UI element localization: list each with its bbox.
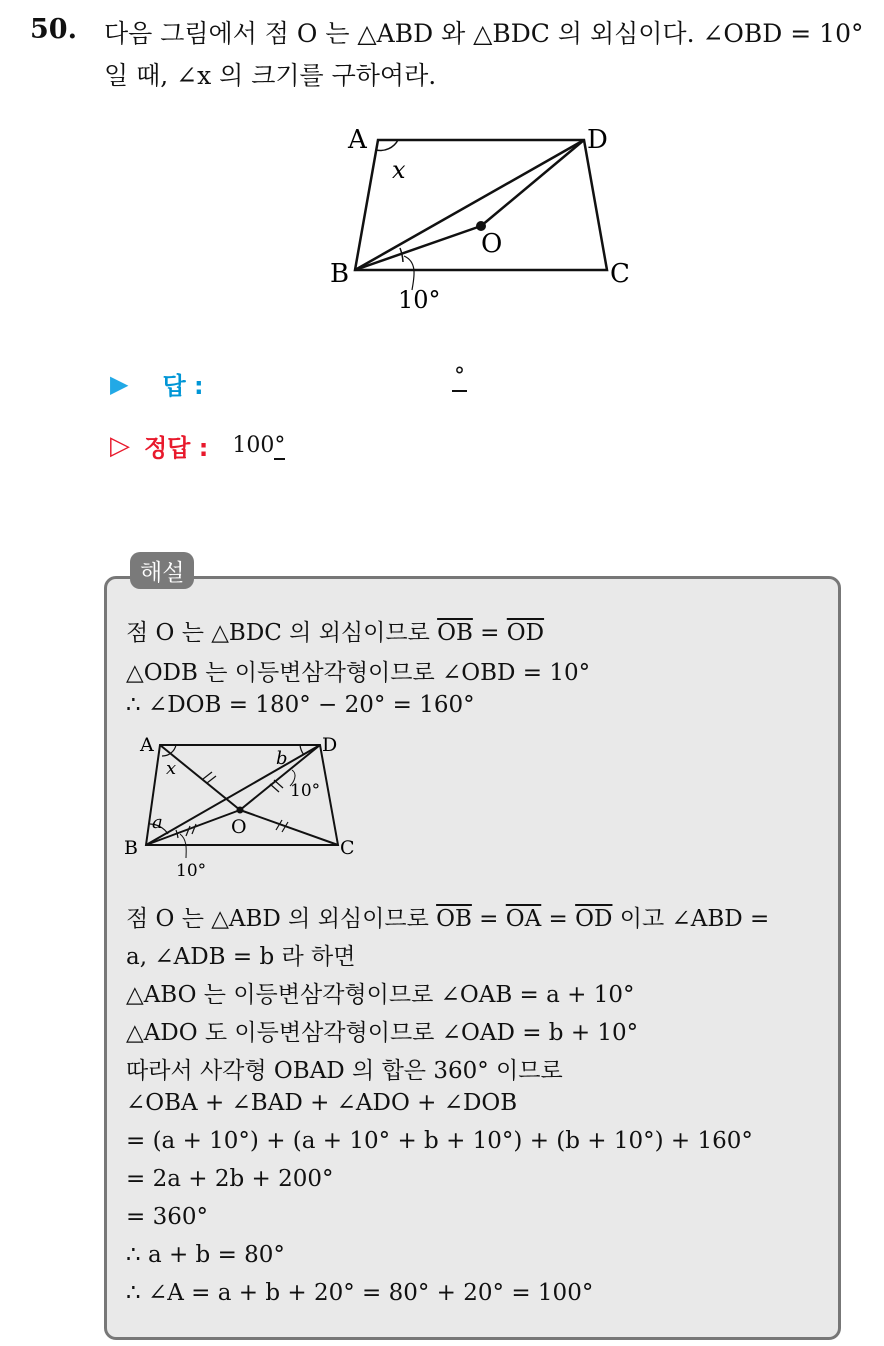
label-o-2: O: [231, 816, 247, 838]
label-b: B: [330, 259, 350, 289]
label-angle-10: 10°: [398, 286, 441, 314]
label-a-angle: a: [152, 812, 163, 833]
diagonal-bd: [355, 140, 584, 270]
segment-od: $\overline{OD}$: [506, 620, 545, 646]
angle-10-pointer: [404, 256, 414, 290]
label-x: x: [392, 156, 406, 184]
solution-line-5: a, ∠ADB = b 라 하면: [126, 944, 356, 970]
answer-label: 답 :: [162, 372, 204, 400]
solution-line-3: ∴ ∠DOB = 180° − 20° = 160°: [126, 692, 475, 718]
solution-line-7: △ADO 도 이등변삼각형이므로 ∠OAD = b + 10°: [126, 1020, 639, 1046]
solution-line-1: [126, 614, 544, 647]
correct-value-number: 100: [232, 433, 275, 458]
label-x-2: x: [166, 758, 177, 779]
answer-arrow-icon: ▶: [110, 369, 129, 398]
question-number: 50.: [30, 14, 77, 45]
solution-line-1-text: 점 O 는 △BDC 의 외심이므로: [126, 620, 438, 646]
solution-line-4: [126, 900, 769, 933]
correct-value: [232, 433, 285, 458]
solution-line-1-eq: =: [472, 620, 507, 646]
label-b-2: B: [124, 837, 138, 859]
solution-line-10: = (a + 10°) + (a + 10° + b + 10°) + (b + 10°) + 160°: [126, 1128, 753, 1154]
segment-ob-2: $\overline{OB}$: [436, 906, 472, 932]
segment-od-3: $\overline{OD}$: [575, 906, 613, 932]
segment-ob: $\overline{OB}$: [437, 620, 473, 646]
label-c: C: [610, 259, 630, 289]
angle-b-arc: [300, 745, 304, 755]
correct-answer-row: [110, 428, 285, 463]
label-angle-10-bottom: 10°: [176, 861, 207, 880]
label-d-2: D: [322, 734, 338, 756]
label-angle-10-right: 10°: [290, 781, 321, 801]
solution-line-11: = 2a + 2b + 200°: [126, 1166, 334, 1192]
solution-line-8: 따라서 사각형 OBAD 의 합은 360° 이므로: [126, 1058, 563, 1084]
answer-blank[interactable]: °: [452, 364, 467, 392]
solution-line-4-eq2: =: [541, 906, 576, 932]
segment-od: [481, 140, 584, 226]
label-b-angle: b: [276, 748, 288, 769]
point-o-2: [237, 807, 244, 814]
label-o: O: [481, 229, 503, 259]
correct-value-unit: °: [274, 433, 286, 458]
segment-bo: [355, 226, 481, 270]
label-a: A: [348, 125, 367, 155]
solution-line-2: △ODB 는 이등변삼각형이므로 ∠OBD = 10°: [126, 660, 591, 686]
correct-arrow-icon: ▷: [110, 430, 130, 461]
question-figure: [320, 118, 650, 318]
solution-line-9: ∠OBA + ∠BAD + ∠ADO + ∠DOB: [126, 1090, 518, 1116]
correct-label: 정답 :: [144, 434, 209, 462]
solution-line-14: ∴ ∠A = a + b + 20° = 80° + 20° = 100°: [126, 1280, 594, 1306]
question-text-line1: 다음 그림에서 점 O 는 △ABD 와 △BDC 의 외심이다. ∠OBD = 10°: [104, 19, 864, 48]
solution-line-12: = 360°: [126, 1204, 208, 1230]
label-d: D: [587, 125, 608, 155]
segment-oa: $\overline{OA}$: [505, 906, 542, 932]
angle-x-arc: [376, 140, 398, 150]
angle-x-arc-2: [162, 745, 176, 756]
label-a-2: A: [140, 734, 154, 756]
label-c-2: C: [340, 837, 355, 859]
question-text-line2: 일 때, ∠x 의 크기를 구하여라.: [104, 61, 437, 90]
solution-line-4-post: 이고 ∠ABD =: [612, 906, 770, 932]
solution-line-6: △ABO 는 이등변삼각형이므로 ∠OAB = a + 10°: [126, 982, 635, 1008]
segment-oc-2: [240, 810, 338, 845]
answer-row: [110, 366, 204, 401]
solution-line-4-pre: 점 O 는 △ABD 의 외심이므로: [126, 906, 437, 932]
solution-tag: 해설: [130, 552, 194, 589]
solution-line-4-eq1: =: [471, 906, 506, 932]
solution-line-13: ∴ a + b = 80°: [126, 1242, 285, 1268]
solution-figure: [120, 730, 370, 880]
